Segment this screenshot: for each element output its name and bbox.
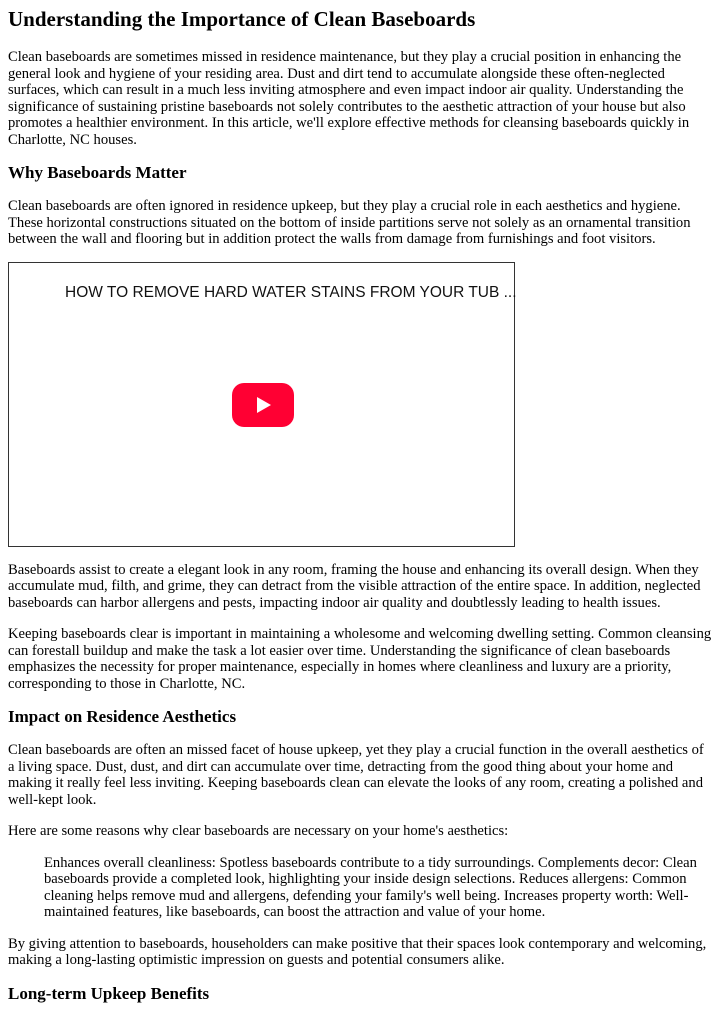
section-heading-impact-on-aesthetics: Impact on Residence Aesthetics [8, 707, 237, 726]
section-heading-why-baseboards-matter: Why Baseboards Matter [8, 163, 187, 182]
section-heading-long-term-upkeep: Long-term Upkeep Benefits [8, 983, 210, 1003]
paragraph: By giving attention to baseboards, householders can make positive that their spaces look contemporary and welcoming, making a long-lasting optimistic impression on guests and potential consumers alike. [8, 935, 707, 968]
paragraph: Baseboards assist to create a elegant look in any room, framing the house and enhancing its overall design. When they accumulate mud, filth, and grime, they can detract from the visible attraction of the entire space. In addition, neglected baseboards can harbor allergens and pests, impacting indoor air quality and doubtlessly leading to health issues. [8, 561, 701, 611]
page-title: Understanding the Importance of Clean Baseboards [8, 7, 476, 31]
intro-paragraph: Clean baseboards are sometimes missed in residence maintenance, but they play a crucial position in enhancing the general look and hygiene of your residing area. Dust and dirt tend to accumulate alongside these often-neglected surfaces, which can result in a much less inviting atmosphere and even impact indoor air quality. Understanding the significance of sustaining pristine baseboards not solely contributes to the aesthetic attraction of your house but also promotes a healthier environment. In this article, we'll explore effective methods for cleansing baseboards quickly in Charlotte, NC houses. [8, 49, 690, 148]
paragraph: Clean baseboards are often an missed facet of house upkeep, yet they play a crucial function in the overall aesthetics of a living space. Dust, dust, and dirt can accumulate over time, detracting from the good thing about your home and making it really feel less inviting. Keeping baseboards clean can elevate the looks of any room, creating a polished and well-kept look. [8, 742, 704, 808]
paragraph: Clean baseboards are often ignored in residence upkeep, but they play a crucial role in each aesthetics and hygiene. These horizontal constructions situated on the bottom of inside partitions serve not solely as an ornamental transition between the wall and flooring but in addition protect the walls from damage from furnishings and foot visitors. [8, 198, 691, 247]
play-icon[interactable] [232, 383, 294, 427]
video-title[interactable]: HOW TO REMOVE HARD WATER STAINS FROM YOUR TUB ... [65, 283, 517, 301]
paragraph: Keeping baseboards clear is important in maintaining a wholesome and welcoming dwelling setting. Common cleansing can forestall buildup and make the task a lot easier over time. Understanding the significance of clean baseboards emphasizes the necessity for proper maintenance, especially in homes where cleanliness and luxury are a priority, corresponding to those in Charlotte, NC. [8, 626, 712, 692]
article [0, 7, 712, 1004]
video-embed[interactable] [8, 262, 515, 547]
reasons-blockquote: Enhances overall cleanliness: Spotless baseboards contribute to a tidy surroundings. Complements decor: Clean baseboards provide a completed look, highlighting your inside design selections. Reduces allergens: Common cleaning helps remove mud and allergens, defending your family's well being. Increases property worth: Well-maintained features, like baseboards, can boost the attraction and value of your home. [44, 854, 697, 920]
paragraph: Here are some reasons why clear baseboards are necessary on your home's aesthetics: [8, 823, 509, 839]
